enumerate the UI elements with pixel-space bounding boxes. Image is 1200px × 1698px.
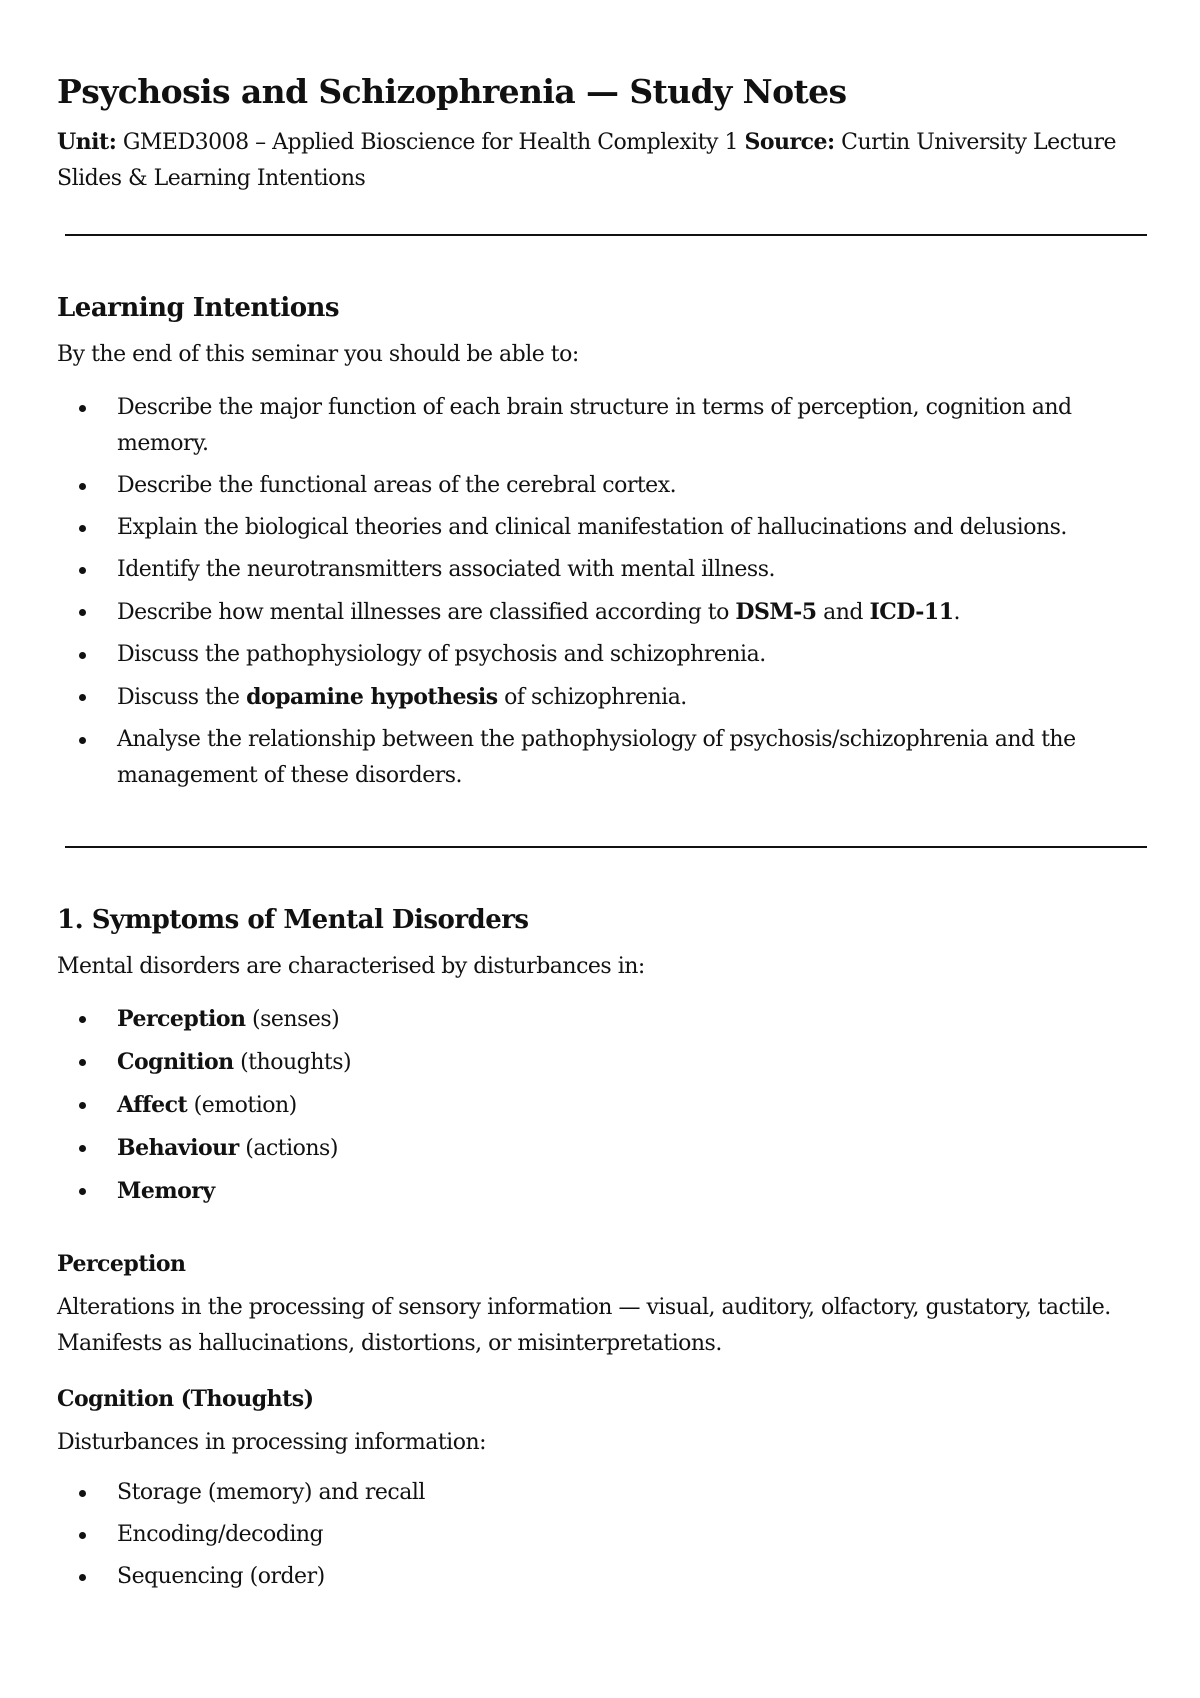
list-item: Discuss the dopamine hypothesis of schizophrenia. [57, 679, 1147, 716]
list-item: Behaviour (actions) [57, 1130, 1147, 1167]
list-item: Describe the major function of each brain structure in terms of perception, cognition and memory. [57, 390, 1147, 462]
list-item: Sequencing (order) [57, 1559, 1147, 1595]
learning-intentions-heading: Learning Intentions [57, 293, 340, 323]
list-item: Discuss the pathophysiology of psychosis and schizophrenia. [57, 637, 1147, 673]
list-item: Explain the biological theories and clinical manifestation of hallucinations and delusions. [57, 510, 1147, 546]
perception-heading: Perception [57, 1251, 186, 1277]
source-label: Source: [744, 129, 835, 155]
divider [65, 234, 1147, 236]
list-item: Affect (emotion) [57, 1087, 1147, 1124]
document-page [57, 72, 1147, 1601]
learning-intentions-list [57, 390, 1147, 794]
source-value: Curtin University Lecture Slides & Learning Intentions [57, 130, 1116, 191]
symptoms-list [57, 1001, 1147, 1210]
cognition-intro: Disturbances in processing information: [57, 1430, 487, 1455]
symptoms-heading: 1. Symptoms of Mental Disorders [57, 905, 529, 935]
cognition-list [57, 1475, 1147, 1595]
unit-label: Unit: [57, 129, 117, 155]
list-item: Cognition (thoughts) [57, 1044, 1147, 1081]
list-item: Describe the functional areas of the cerebral cortex. [57, 468, 1147, 504]
cognition-heading: Cognition (Thoughts) [57, 1386, 314, 1412]
list-item: Analyse the relationship between the pathophysiology of psychosis/schizophrenia and the management of these disorders. [57, 722, 1147, 794]
learning-intentions-intro: By the end of this seminar you should be able to: [57, 342, 579, 367]
list-item: Describe how mental illnesses are classified according to DSM-5 and ICD-11. [57, 594, 1147, 631]
page-title: Psychosis and Schizophrenia — Study Notes [57, 72, 847, 111]
list-item: Storage (memory) and recall [57, 1475, 1147, 1511]
list-item: Encoding/decoding [57, 1517, 1147, 1553]
list-item: Identify the neurotransmitters associated with mental illness. [57, 552, 1147, 588]
list-item: Perception (senses) [57, 1001, 1147, 1038]
divider [65, 846, 1147, 848]
list-item: Memory [57, 1173, 1147, 1210]
perception-text: Alterations in the processing of sensory information — visual, auditory, olfactory, gustatory, tactile. Manifests as hallucinations, distortions, or misinterpretations. [57, 1295, 1111, 1356]
unit-value: GMED3008 – Applied Bioscience for Health Complexity 1 [116, 130, 745, 155]
document-meta [57, 124, 1147, 197]
symptoms-intro: Mental disorders are characterised by disturbances in: [57, 954, 645, 979]
